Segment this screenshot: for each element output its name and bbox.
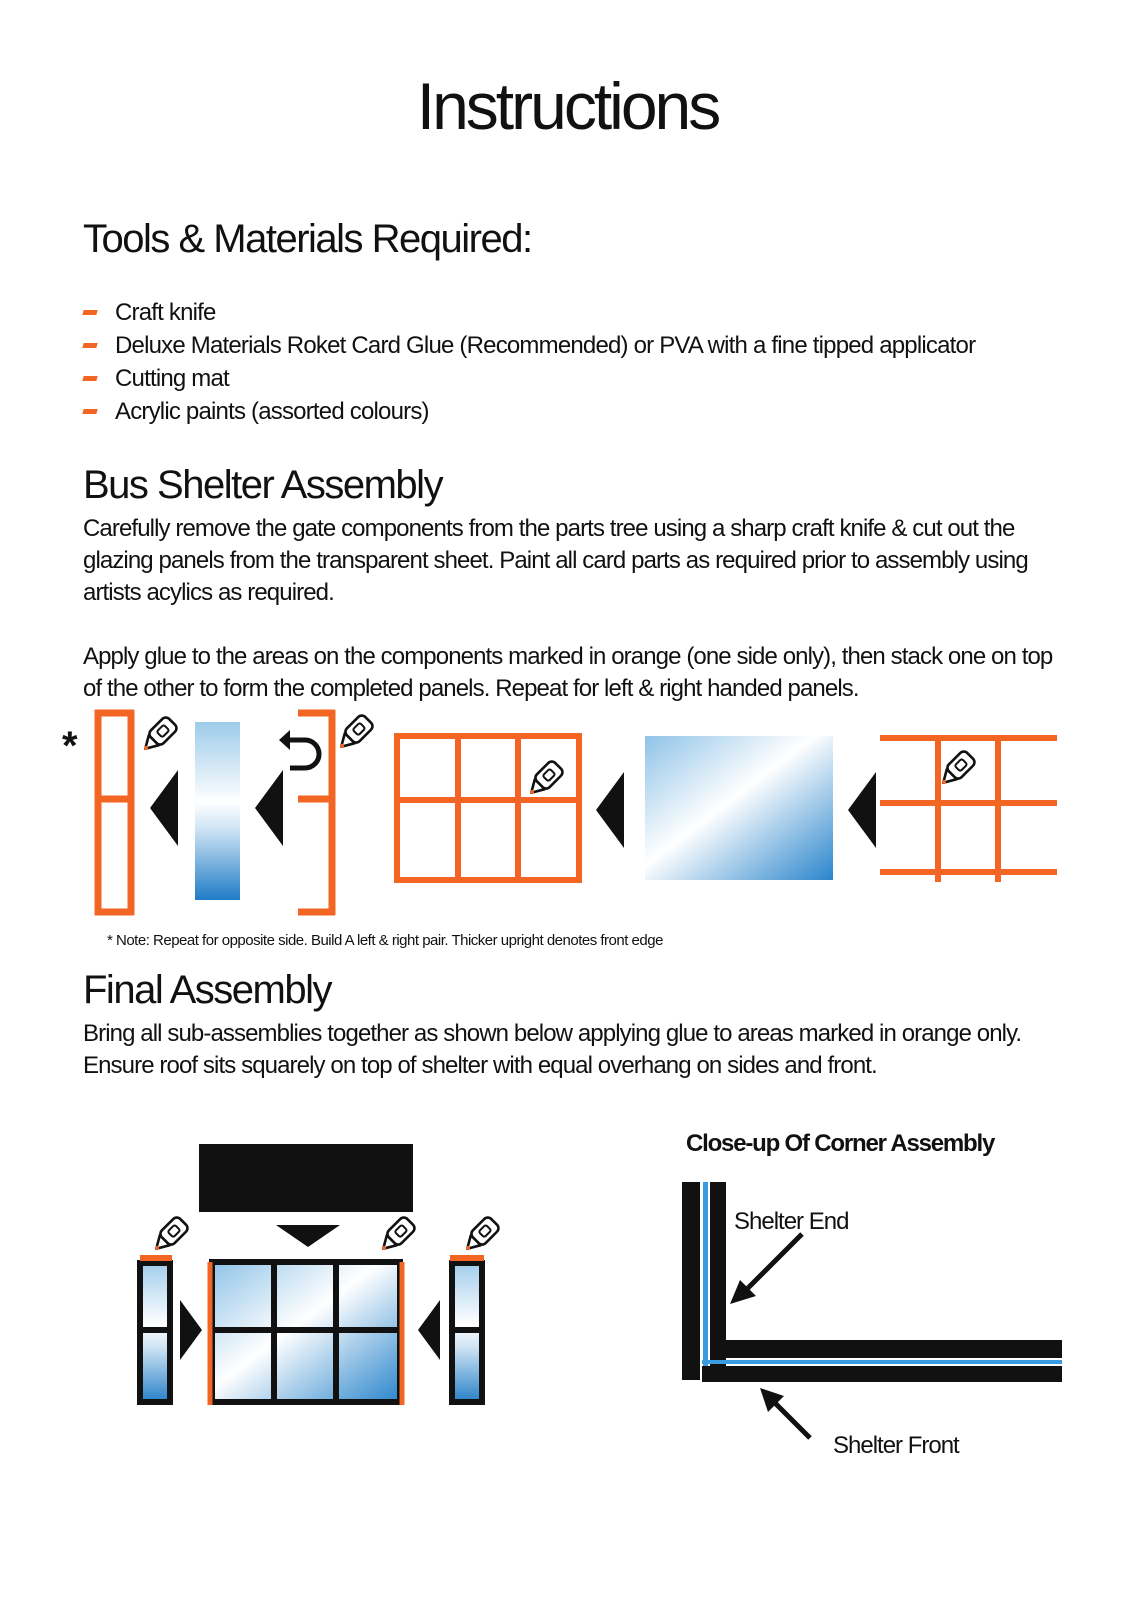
bullet-dash-icon [82,343,97,348]
bus-shelter-paragraph-1: Carefully remove the gate components from the parts tree using a sharp craft knife & cut out the glazing panels from the transparent sheet. Paint all card parts as required prior to assembly using artists acylics as required. [83,515,1028,606]
corner-closeup-diagram [660,1170,1080,1450]
bus-shelter-diagram [0,700,1135,930]
front-frame [397,736,579,880]
front-assembly [210,1262,402,1405]
arrow-left-icon [848,772,876,848]
tools-heading: Tools & Materials Required: [83,217,532,261]
arrow-shelter-front-icon [772,1400,810,1438]
final-assembly-heading: Final Assembly [83,968,331,1012]
page-title: Instructions [416,69,719,143]
tools-list [83,296,975,428]
shelter-end-label: Shelter End [734,1208,849,1235]
glazing-panel-narrow [195,722,240,900]
arrow-down-icon [276,1225,340,1247]
glue-icon [376,1215,416,1255]
flip-icon [279,730,319,768]
bus-shelter-heading: Bus Shelter Assembly [83,463,443,507]
bullet-dash-icon [82,310,97,315]
arrow-left-icon [150,770,178,846]
end-frame-left [95,710,134,915]
arrow-shelter-end-icon [746,1234,802,1290]
glue-icon [149,1215,189,1255]
end-assembly-left [138,1258,172,1405]
arrow-left-icon [255,770,283,846]
bullet-dash-icon [82,376,97,381]
tool-item: Cutting mat [83,362,975,395]
glue-icon [138,715,178,755]
tool-item: Deluxe Materials Roket Card Glue (Recommended) or PVA with a fine tipped applicator [83,329,975,362]
tool-item: Acrylic paints (assorted colours) [83,395,975,428]
arrow-right-icon [180,1300,202,1360]
arrow-left-icon [596,772,624,848]
glue-icon [524,759,564,799]
final-assembly-paragraph: Bring all sub-assemblies together as shown below applying glue to areas marked in orange only. Ensure roof sits squarely on top of shelter with equal overhang on sides and front. [83,1020,1022,1079]
arrow-left-icon [418,1300,440,1360]
tool-item: Craft knife [83,296,975,329]
final-assembly-diagram [0,1130,560,1420]
glue-icon [460,1215,500,1255]
roof-panel [199,1144,413,1212]
bus-shelter-paragraph-2: Apply glue to the areas on the components marked in orange (one side only), then stack one on top of the other to form the completed panels. Repeat for left & right handed panels. [83,643,1053,702]
repeat-note: * Note: Repeat for opposite side. Build A left & right pair. Thicker upright denotes front edge [107,932,663,949]
glazing-panel-large [645,736,833,880]
shelter-front-label: Shelter Front [833,1432,959,1459]
asterisk-mark: * [62,724,78,768]
glue-icon [936,749,976,789]
end-assembly-right [450,1258,484,1405]
bullet-dash-icon [82,409,97,414]
closeup-title: Close-up Of Corner Assembly [686,1130,995,1157]
glue-icon [334,713,374,753]
